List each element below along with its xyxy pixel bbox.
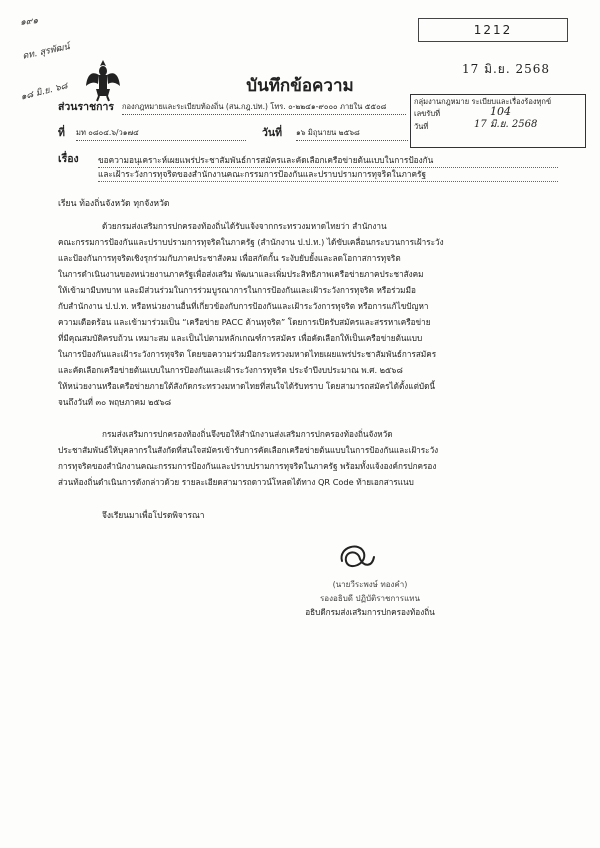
- subject-line-2: และเฝ้าระวังการทุจริตของสำนักงานคณะกรรมการป้องกันและปราบปรามการทุจริตในภาครัฐ: [98, 167, 558, 182]
- agency-label: ส่วนราชการ: [58, 101, 115, 113]
- stamp-date-label: วันที่: [414, 122, 429, 131]
- signer-name: (นายวีระพงษ์ ทองคำ): [332, 580, 408, 589]
- stamp-regno-label: เลขรับที่: [414, 109, 441, 118]
- subject-label: เรื่อง: [58, 153, 79, 165]
- body-line: ด้วยกรมส่งเสริมการปกครองท้องถิ่นได้รับแจ้งจากกระทรวงมหาดไทยว่า สำนักงาน: [102, 221, 387, 231]
- stamp-regno-value: 104: [490, 105, 511, 118]
- ref-date-label: วันที่: [262, 127, 282, 139]
- body-line: คณะกรรมการป้องกันและปราบปรามการทุจริตในภาครัฐ (สำนักงาน ป.ป.ท.) ได้ขับเคลื่อนกระบวนการเฝ้าระวัง: [58, 237, 444, 247]
- margin-note-2: ดท. สุรพัฒน์: [21, 42, 71, 62]
- body-line: ให้หน่วยงานหรือเครือข่ายภายใต้สังกัดกระทรวงมหาดไทยที่สนใจได้รับทราบ โดยสามารถสมัครได้ตั้งแต่บัดนี้: [58, 381, 435, 391]
- body-line: ประชาสัมพันธ์ให้บุคลากรในสังกัดที่สนใจสมัครเข้ารับการคัดเลือกเครือข่ายต้นแบบในการป้องกันและเฝ้าระวัง: [58, 445, 439, 455]
- subject-line-1: ขอความอนุเคราะห์เผยแพร่ประชาสัมพันธ์การสมัครและคัดเลือกเครือข่ายต้นแบบในการป้องกัน: [98, 153, 558, 168]
- agency-value: กองกฎหมายและระเบียบท้องถิ่น (สน.กฎ.ปท.) โทร. ๐-๒๒๔๑-๙๐๐๐ ภายใน ๕๕๐๘: [122, 101, 406, 115]
- signature-icon: [330, 537, 380, 577]
- body-line: ให้เข้ามามีบทบาท และมีส่วนร่วมในการร่วมบูรณาการในการป้องกันและเฝ้าระวังการทุจริต หรือร่วมมือ: [58, 285, 416, 295]
- body-line: และป้องกันการทุจริตเชิงรุกร่วมกับภาคประชาสังคม เพื่อสกัดกั้น ระงับยับยั้งและลดโอกาสการทุจริต: [58, 253, 401, 263]
- body-line: และคัดเลือกเครือข่ายต้นแบบในการป้องกันและเฝ้าระวังการทุจริต ประจำปีงบประมาณ พ.ศ. ๒๕๖๘: [58, 365, 403, 375]
- body-line: ที่มีคุณสมบัติครบถ้วน เหมาะสม และเป็นไปตามหลักเกณฑ์การสมัคร เพื่อคัดเลือกให้เป็นเครือข่ายต้นแบบ: [58, 333, 423, 343]
- signer-position-2: อธิบดีกรมส่งเสริมการปกครองท้องถิ่น: [305, 607, 435, 617]
- body-line: กรมส่งเสริมการปกครองท้องถิ่นจึงขอให้สำนักงานส่งเสริมการปกครองท้องถิ่นจังหวัด: [102, 429, 393, 439]
- ref-label: ที่: [58, 127, 65, 139]
- department-receive-stamp: [410, 94, 586, 148]
- body-line: จนถึงวันที่ ๓๐ พฤษภาคม ๒๕๖๘: [58, 397, 172, 407]
- body-line: ในการดำเนินงานของหน่วยงานภาครัฐเพื่อส่งเสริม พัฒนาและเพิ่มประสิทธิภาพเครือข่ายภาคประชาสังคม: [58, 269, 424, 279]
- salutation: เรียน ท้องถิ่นจังหวัด ทุกจังหวัด: [58, 199, 170, 209]
- stamp-dept-line: กลุ่มงานกฎหมาย ระเบียบและเรื่องร้องทุกข์: [414, 97, 552, 106]
- stamp-date-value: 17 มิ.ย. 2568: [474, 119, 538, 130]
- receipt-date-stamp: 17 มิ.ย. 2568: [462, 62, 551, 76]
- closing-text: จึงเรียนมาเพื่อโปรดพิจารณา: [102, 510, 205, 520]
- body-line: ความเดือดร้อน และเข้ามาร่วมเป็น “เครือข่าย PACC ต้านทุจริต” โดยการเปิดรับสมัครและสรรหาเครือข่าย: [58, 317, 431, 327]
- body-line: ในการป้องกันและเฝ้าระวังการทุจริต โดยขอความร่วมมือกระทรวงมหาดไทยเผยแพร่ประชาสัมพันธ์การสมัคร: [58, 349, 437, 359]
- body-line: กับสำนักงาน ป.ป.ท. หรือหน่วยงานอื่นที่เกี่ยวข้องกับการป้องกันและเฝ้าระวังการทุจริต หรือการแก้ไขปัญหา: [58, 301, 429, 311]
- receipt-stamp-number: [418, 18, 568, 42]
- body-line: การทุจริตของสำนักงานคณะกรรมการป้องกันและปราบปรามการทุจริตในภาครัฐ พร้อมทั้งแจ้งองค์กรปกครอง: [58, 461, 437, 471]
- body-line: ส่วนท้องถิ่นดำเนินการดังกล่าวด้วย รายละเอียดสามารถดาวน์โหลดได้ทาง QR Code ท้ายเอกสารแนบ: [58, 477, 414, 487]
- receipt-number: 1212: [473, 23, 513, 37]
- margin-note-3: ๑๘ มิ.ย. ๖๘: [19, 81, 69, 103]
- memo-title: บันทึกข้อความ: [246, 76, 354, 96]
- ref-date-value: ๑๖ มิถุนายน ๒๕๖๘: [296, 127, 408, 141]
- margin-note-1: ๑๙๑: [19, 16, 39, 28]
- ref-value: มท ๐๘๐๔.๖/ว๑๗๔: [76, 127, 246, 141]
- signer-position-1: รองอธิบดี ปฏิบัติราชการแทน: [320, 594, 420, 603]
